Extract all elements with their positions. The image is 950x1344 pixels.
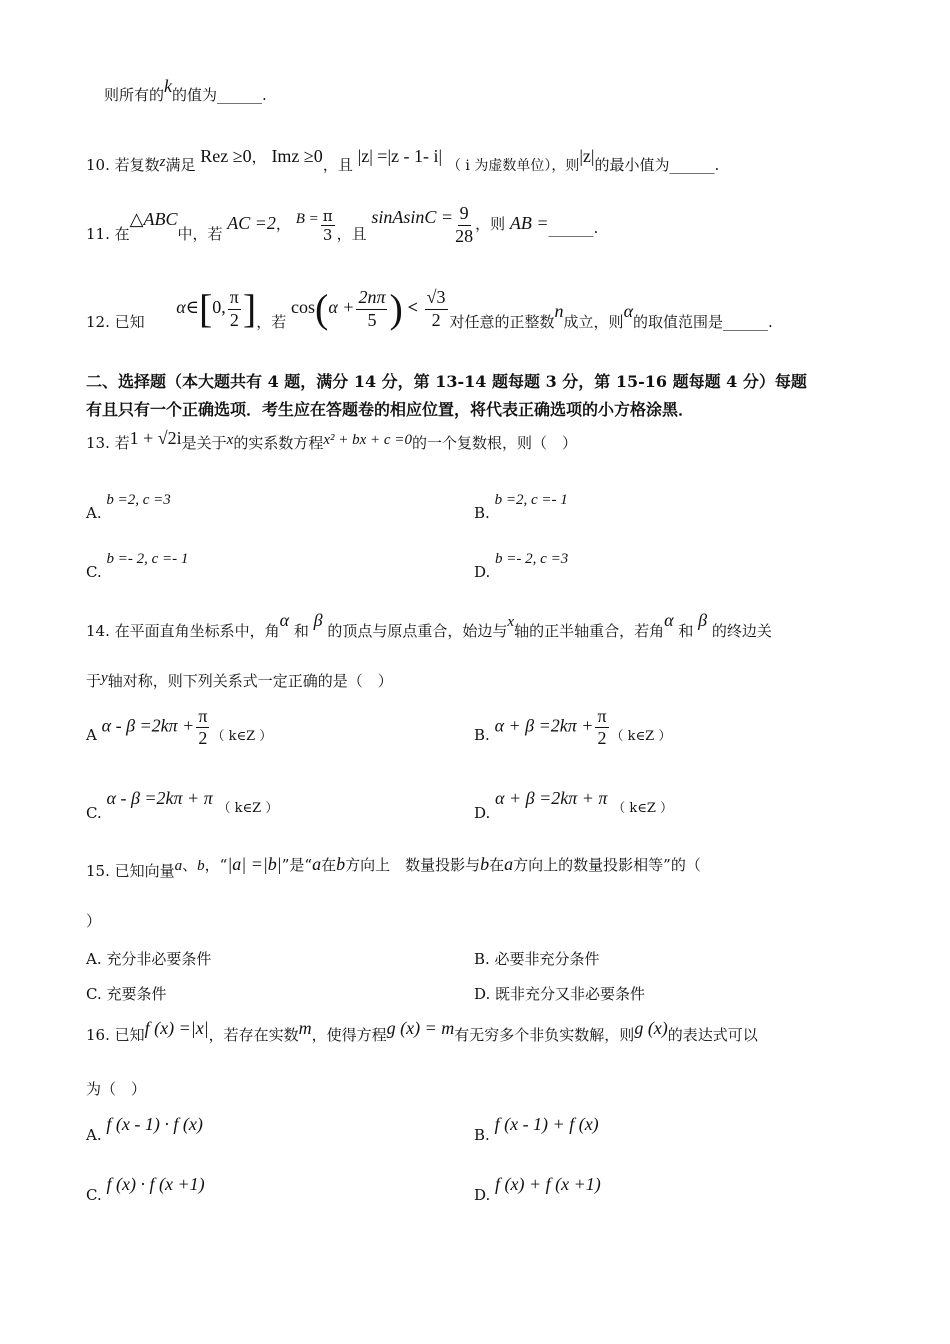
fraction-pi-over-2: $\frac{\pi}{2}$ — [198, 706, 208, 748]
fraction-pi-over-3: $\frac{\pi}{3}$ — [322, 206, 333, 244]
q15-option-a[interactable]: A. 充分非必要条件 — [86, 950, 212, 968]
q13-option-c[interactable]: C. b =- 2, c =- 1 — [86, 551, 189, 581]
q14-option-d[interactable]: D. α + β =2kπ + π （ k∈Z ） — [474, 788, 674, 822]
question-12: 12. 已知 α∈[0, $\frac{\pi}{2}$ ]，若 cos(α + $\frac{2n\pi}{5}$ ) < $\frac{√3}{2}$ 对任意的正整数n成立，则α的取值范围是______. — [86, 286, 773, 331]
q15-option-c[interactable]: C. 充要条件 — [86, 985, 167, 1003]
q13-option-a[interactable]: A. b =2, c =3 — [86, 492, 171, 522]
question-13: 13. 若1 + √2i是关于x的实系数方程x² + bx + c =0的一个复数根，则（ ） — [86, 428, 577, 452]
question-15: 15. 已知向量a、b，“|a| =|b|”是“a在b方向上 数量投影与b在a方向上的数量投影相等”的（ — [86, 854, 701, 880]
fraction-9-over-28: $\frac{9}{28}$ — [455, 203, 474, 246]
q9-tail: 则所有的k的值为______. — [104, 76, 267, 104]
section-2-heading: 二、选择题（本大题共有 4 题，满分 14 分，第 13-14 题每题 3 分，第 15-16 题每题 4 分）每题 有且只有一个正确选项．考生应在答题卷的相应位置，将代表正确选项的小方格涂黑． — [86, 372, 807, 419]
q15-option-b[interactable]: B. 必要非充分条件 — [474, 950, 600, 968]
question-15-close: ） — [86, 912, 102, 930]
fraction-sqrt3-over-2: $\frac{√3}{2}$ — [426, 286, 446, 330]
question-16-line2: 为（ ） — [86, 1080, 147, 1098]
q14-option-c[interactable]: C. α - β =2kπ + π （ k∈Z ） — [86, 788, 279, 822]
question-14-line2: 于y轴对称，则下列关系式一定正确的是（ ） — [86, 670, 393, 690]
question-16: 16. 已知f (x) =|x|，若存在实数m，使得方程g (x) = m有无穷多个非负实数解，则g (x)的表达式可以 — [86, 1018, 758, 1044]
question-14: 14. 在平面直角坐标系中，角α 和 β 的顶点与原点重合，始边与x轴的正半轴重合，若角α 和 β 的终边关 — [86, 610, 772, 640]
fraction-2npi-over-5: $\frac{2n\pi}{5}$ — [358, 286, 386, 330]
fraction-pi-over-2: $\frac{\pi}{2}$ — [229, 286, 239, 330]
question-10: 10. 若复数z满足 Rez ≥0， Imz ≥0，且 |z| =|z - 1- i| （ i 为虚数单位），则|z|的最小值为______. — [86, 146, 720, 174]
q16-option-d[interactable]: D. f (x) + f (x +1) — [474, 1174, 601, 1204]
q16-option-b[interactable]: B. f (x - 1) + f (x) — [474, 1114, 599, 1144]
q16-option-a[interactable]: A. f (x - 1) · f (x) — [86, 1114, 203, 1144]
q16-option-c[interactable]: C. f (x) · f (x +1) — [86, 1174, 205, 1204]
q13-option-d[interactable]: D. b =- 2, c =3 — [474, 551, 569, 581]
q14-option-b[interactable]: B. α + β =2kπ + $\frac{\pi}{2}$ （ k∈Z ） — [474, 706, 672, 748]
fraction-pi-over-2: $\frac{\pi}{2}$ — [597, 706, 607, 748]
question-11: 11. 在△ABC中，若 AC =2， B = $\frac{\pi}{3}$ ，且 sinAsinC = $\frac{9}{28}$ ，则 AB =______. — [86, 203, 599, 246]
q14-option-a[interactable]: A α - β =2kπ + $\frac{\pi}{2}$ （ k∈Z ） — [86, 706, 273, 748]
q15-option-d[interactable]: D. 既非充分又非必要条件 — [474, 985, 646, 1003]
q13-option-b[interactable]: B. b =2, c =- 1 — [474, 492, 568, 522]
